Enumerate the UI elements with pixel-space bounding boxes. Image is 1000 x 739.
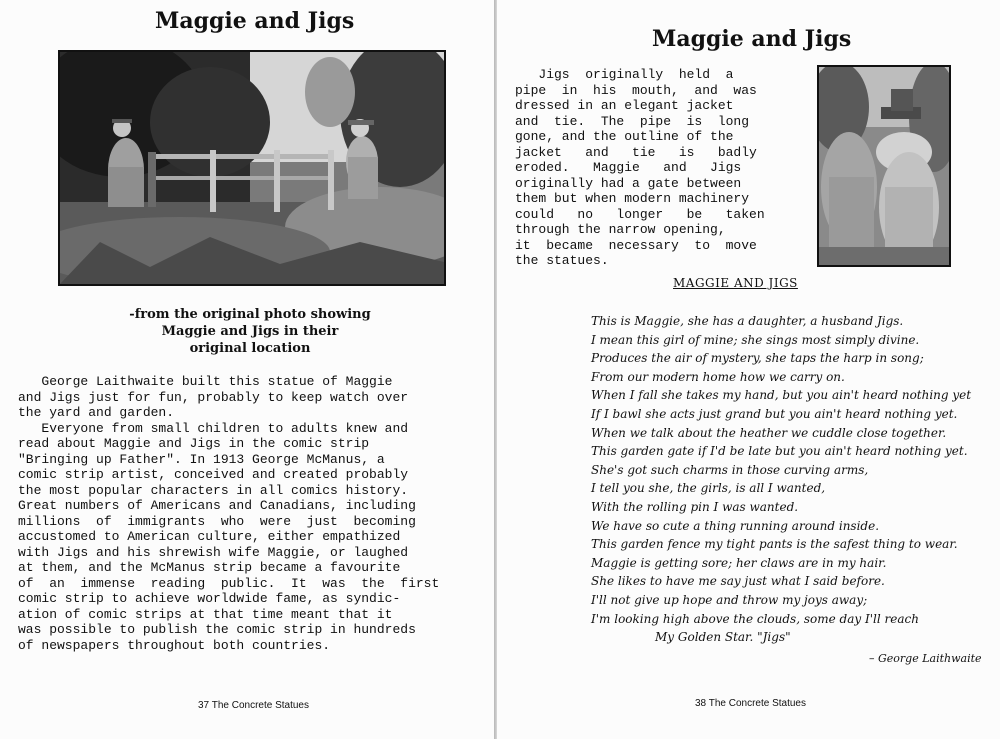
body-line: Jigs originally held a (515, 67, 734, 82)
caption-line: Maggie and Jigs in their (161, 324, 339, 339)
body-line: accustomed to American culture, either empathized (18, 529, 401, 544)
statue-closeup-photo (817, 65, 951, 267)
body-line: ation of comic strips at that time meant that it (18, 606, 393, 622)
body-line: eroded. Maggie and Jigs (515, 160, 742, 175)
poem-line: She's got such charms in those curving arms, (591, 462, 869, 477)
poem-line: When I fall she takes my hand, but you ain't heard nothing yet (591, 388, 972, 403)
body-line: could no longer be taken (515, 206, 765, 222)
garden-statues-photo (58, 50, 446, 286)
poem-line: When we talk about the heather we cuddle close together. (591, 425, 947, 440)
poem-line: This garden gate if I'd be late but you ain't heard nothing yet. (591, 444, 968, 459)
photo-caption (100, 306, 400, 357)
left-page (0, 0, 494, 739)
right-page (497, 0, 1000, 739)
caption-line: -from the original photo showing (129, 307, 371, 322)
poem-line: This garden fence my tight pants is the safest thing to wear. (591, 537, 958, 552)
body-line: the yard and garden. (18, 405, 175, 420)
body-line: millions of immigrants who were just becoming (18, 513, 416, 529)
poem-line: I'm looking high above the clouds, some day I'll reach (591, 611, 919, 626)
page-title: Maggie and Jigs (155, 8, 355, 34)
body-line: of newspapers throughout both countries. (18, 637, 331, 653)
poem-line: From our modern home how we carry on. (591, 369, 845, 384)
body-line: comic strip artist, conceived and created probably (18, 467, 409, 482)
body-line: with Jigs and his shrewish wife Maggie, or laughed (18, 544, 409, 560)
poem-line: With the rolling pin I was wanted. (591, 499, 799, 514)
poem-line: Maggie is getting sore; her claws are in my hair. (591, 555, 887, 570)
poem-line: I'll not give up hope and throw my joys away; (591, 592, 868, 607)
body-line: through the narrow opening, (515, 222, 726, 237)
body-line: was possible to publish the comic strip in hundreds (18, 622, 416, 637)
poem (591, 312, 991, 647)
body-text (515, 67, 790, 269)
body-line: pipe in his mouth, and was (515, 82, 757, 98)
body-line: read about Maggie and Jigs in the comic strip (18, 436, 370, 451)
poem-line: I tell you she, the girls, is all I wanted, (591, 481, 826, 496)
body-line: Everyone from small children to adults knew and (18, 420, 409, 436)
poem-line: We have so cute a thing running around inside. (591, 518, 880, 533)
body-line: "Bringing up Father". In 1913 George McManus, a (18, 451, 385, 467)
poem-signoff: My Golden Star. "Jigs" (655, 630, 791, 645)
body-line: George Laithwaite built this statue of Maggie (18, 374, 393, 389)
body-line: it became necessary to move (515, 237, 757, 253)
body-line: the statues. (515, 253, 609, 268)
poem-title: MAGGIE AND JIGS (673, 276, 798, 290)
poem-author: – George Laithwaite (869, 652, 982, 665)
body-line: of an immense reading public. It was the first (18, 575, 440, 591)
poem-line: She likes to have me say just what I said before. (591, 574, 885, 589)
photo-illustration (819, 67, 949, 265)
poem-line: This is Maggie, she has a daughter, a husband Jigs. (591, 314, 904, 328)
caption-line: original location (189, 341, 311, 356)
page-title: Maggie and Jigs (652, 26, 852, 52)
body-line: dressed in an elegant jacket (515, 98, 734, 113)
body-line: and tie. The pipe is long (515, 113, 750, 129)
page-number: 37 The Concrete Statues (198, 700, 309, 711)
body-line: comic strip to achieve worldwide fame, as syndic- (18, 591, 401, 606)
body-line: Great numbers of Americans and Canadians, including (18, 498, 416, 513)
body-line: originally had a gate between (515, 175, 742, 191)
poem-line: If I bawl she acts just grand but you ain't heard nothing yet. (591, 406, 958, 421)
body-line: gone, and the outline of the (515, 129, 734, 144)
poem-line: I mean this girl of mine; she sings most simply divine. (591, 332, 920, 347)
page-number: 38 The Concrete Statues (695, 698, 806, 709)
body-text (18, 374, 486, 653)
body-line: at them, and the McManus strip became a favourite (18, 560, 401, 575)
body-line: and Jigs just for fun, probably to keep watch over (18, 389, 409, 405)
photo-illustration (60, 52, 444, 284)
body-line: jacket and tie is badly (515, 144, 757, 160)
body-line: them but when modern machinery (515, 191, 750, 206)
poem-line: Produces the air of mystery, she taps the harp in song; (591, 351, 924, 366)
body-line: the most popular characters in all comics history. (18, 482, 409, 498)
